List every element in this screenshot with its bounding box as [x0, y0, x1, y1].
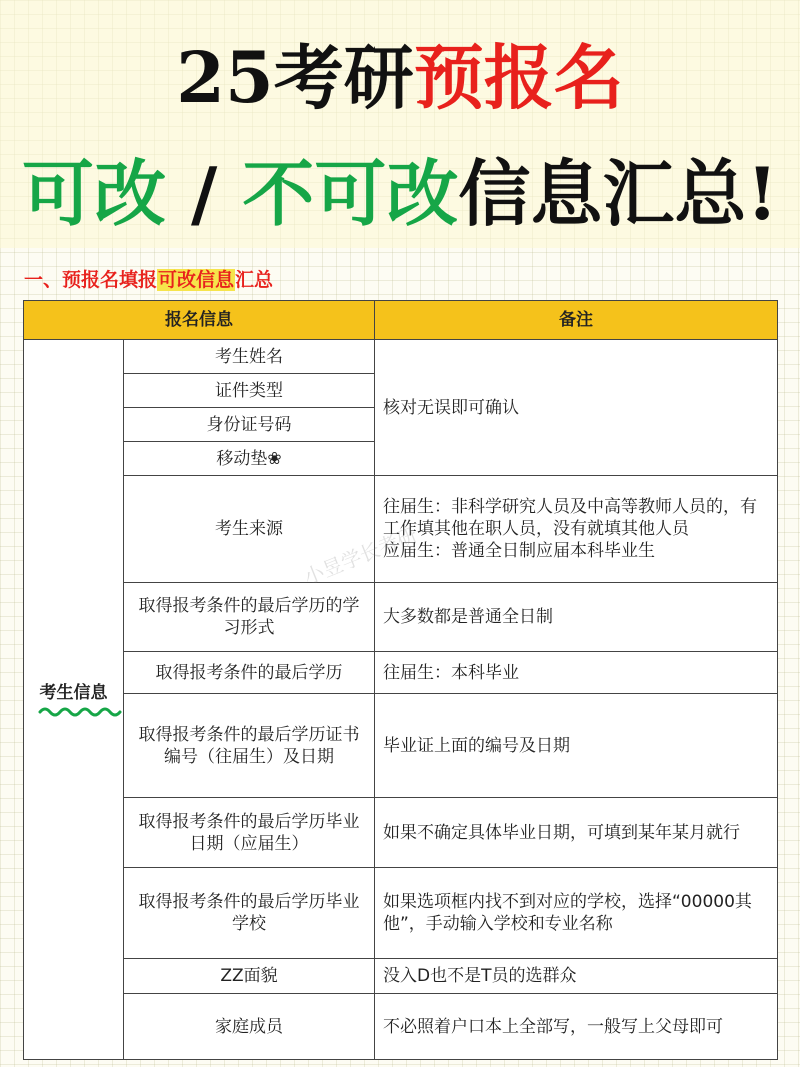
row-item: 取得报考条件的最后学历毕业学校: [124, 868, 375, 959]
section-heading-suffix: 汇总: [235, 269, 274, 291]
row-item: 考生姓名: [124, 340, 375, 374]
table-row: [24, 694, 778, 798]
row-note: 如果选项框内找不到对应的学校，选择“00000其他”，手动输入学校和专业名称: [375, 868, 778, 959]
group-label-text: 考生信息: [39, 682, 108, 703]
row-note: 没入D也不是T员的选群众: [375, 959, 778, 994]
row-item: 取得报考条件的最后学历: [124, 652, 375, 694]
wavy-underline-icon: [38, 706, 122, 718]
watermark: 小昱学长考研: [300, 522, 421, 590]
table-row: [24, 868, 778, 959]
title-changeable: 可改: [21, 151, 166, 236]
group-cell: [24, 340, 124, 1060]
title-unchangeable: 不可改: [242, 151, 459, 236]
row-item: 取得报考条件的最后学历的学习形式: [124, 583, 375, 652]
row-item: 身份证号码: [124, 408, 375, 442]
row-note: 毕业证上面的编号及日期: [375, 694, 778, 798]
title-slash: /: [165, 151, 243, 236]
table-row: [24, 959, 778, 994]
row-item: 家庭成员: [124, 994, 375, 1060]
header-info: 报名信息: [24, 301, 375, 340]
table-row: [24, 652, 778, 694]
hero-banner: [0, 0, 800, 248]
table-row: [24, 994, 778, 1060]
row-note: 核对无误即可确认: [375, 340, 778, 476]
row-item: 考生来源: [124, 476, 375, 583]
row-note: 大多数都是普通全日制: [375, 583, 778, 652]
table-row: [24, 798, 778, 868]
group-label: [40, 682, 108, 718]
table-header-row: [24, 301, 778, 340]
table-row: [24, 340, 778, 374]
row-note: 往届生：本科毕业: [375, 652, 778, 694]
section-heading-prefix: 一、预报名填报: [24, 269, 158, 291]
section-heading-highlight: 可改信息: [158, 269, 235, 291]
title-info-summary: 信息汇总!: [458, 151, 779, 236]
row-item: ZZ面貌: [124, 959, 375, 994]
row-item: 证件类型: [124, 374, 375, 408]
title-pre-registration: 预报名: [413, 36, 624, 119]
row-note: 往届生：非科学研究人员及中高等教师人员的，有工作填其他在职人员，没有就填其他人员 应届生：普通全日制应届本科毕业生: [375, 476, 778, 583]
row-note: 如果不确定具体毕业日期，可填到某年某月就行: [375, 798, 778, 868]
title-exam-year: 25考研: [176, 36, 414, 119]
section-heading: [24, 266, 273, 294]
row-item: 移动垫❀: [124, 442, 375, 476]
row-item: 取得报考条件的最后学历毕业日期（应届生）: [124, 798, 375, 868]
title-line-2: [0, 150, 800, 238]
header-note: 备注: [375, 301, 778, 340]
title-line-1: [0, 36, 800, 120]
row-note: 不必照着户口本上全部写，一般写上父母即可: [375, 994, 778, 1060]
row-item: 取得报考条件的最后学历证书编号（往届生）及日期: [124, 694, 375, 798]
table-row: [24, 583, 778, 652]
info-table: [23, 300, 778, 1060]
